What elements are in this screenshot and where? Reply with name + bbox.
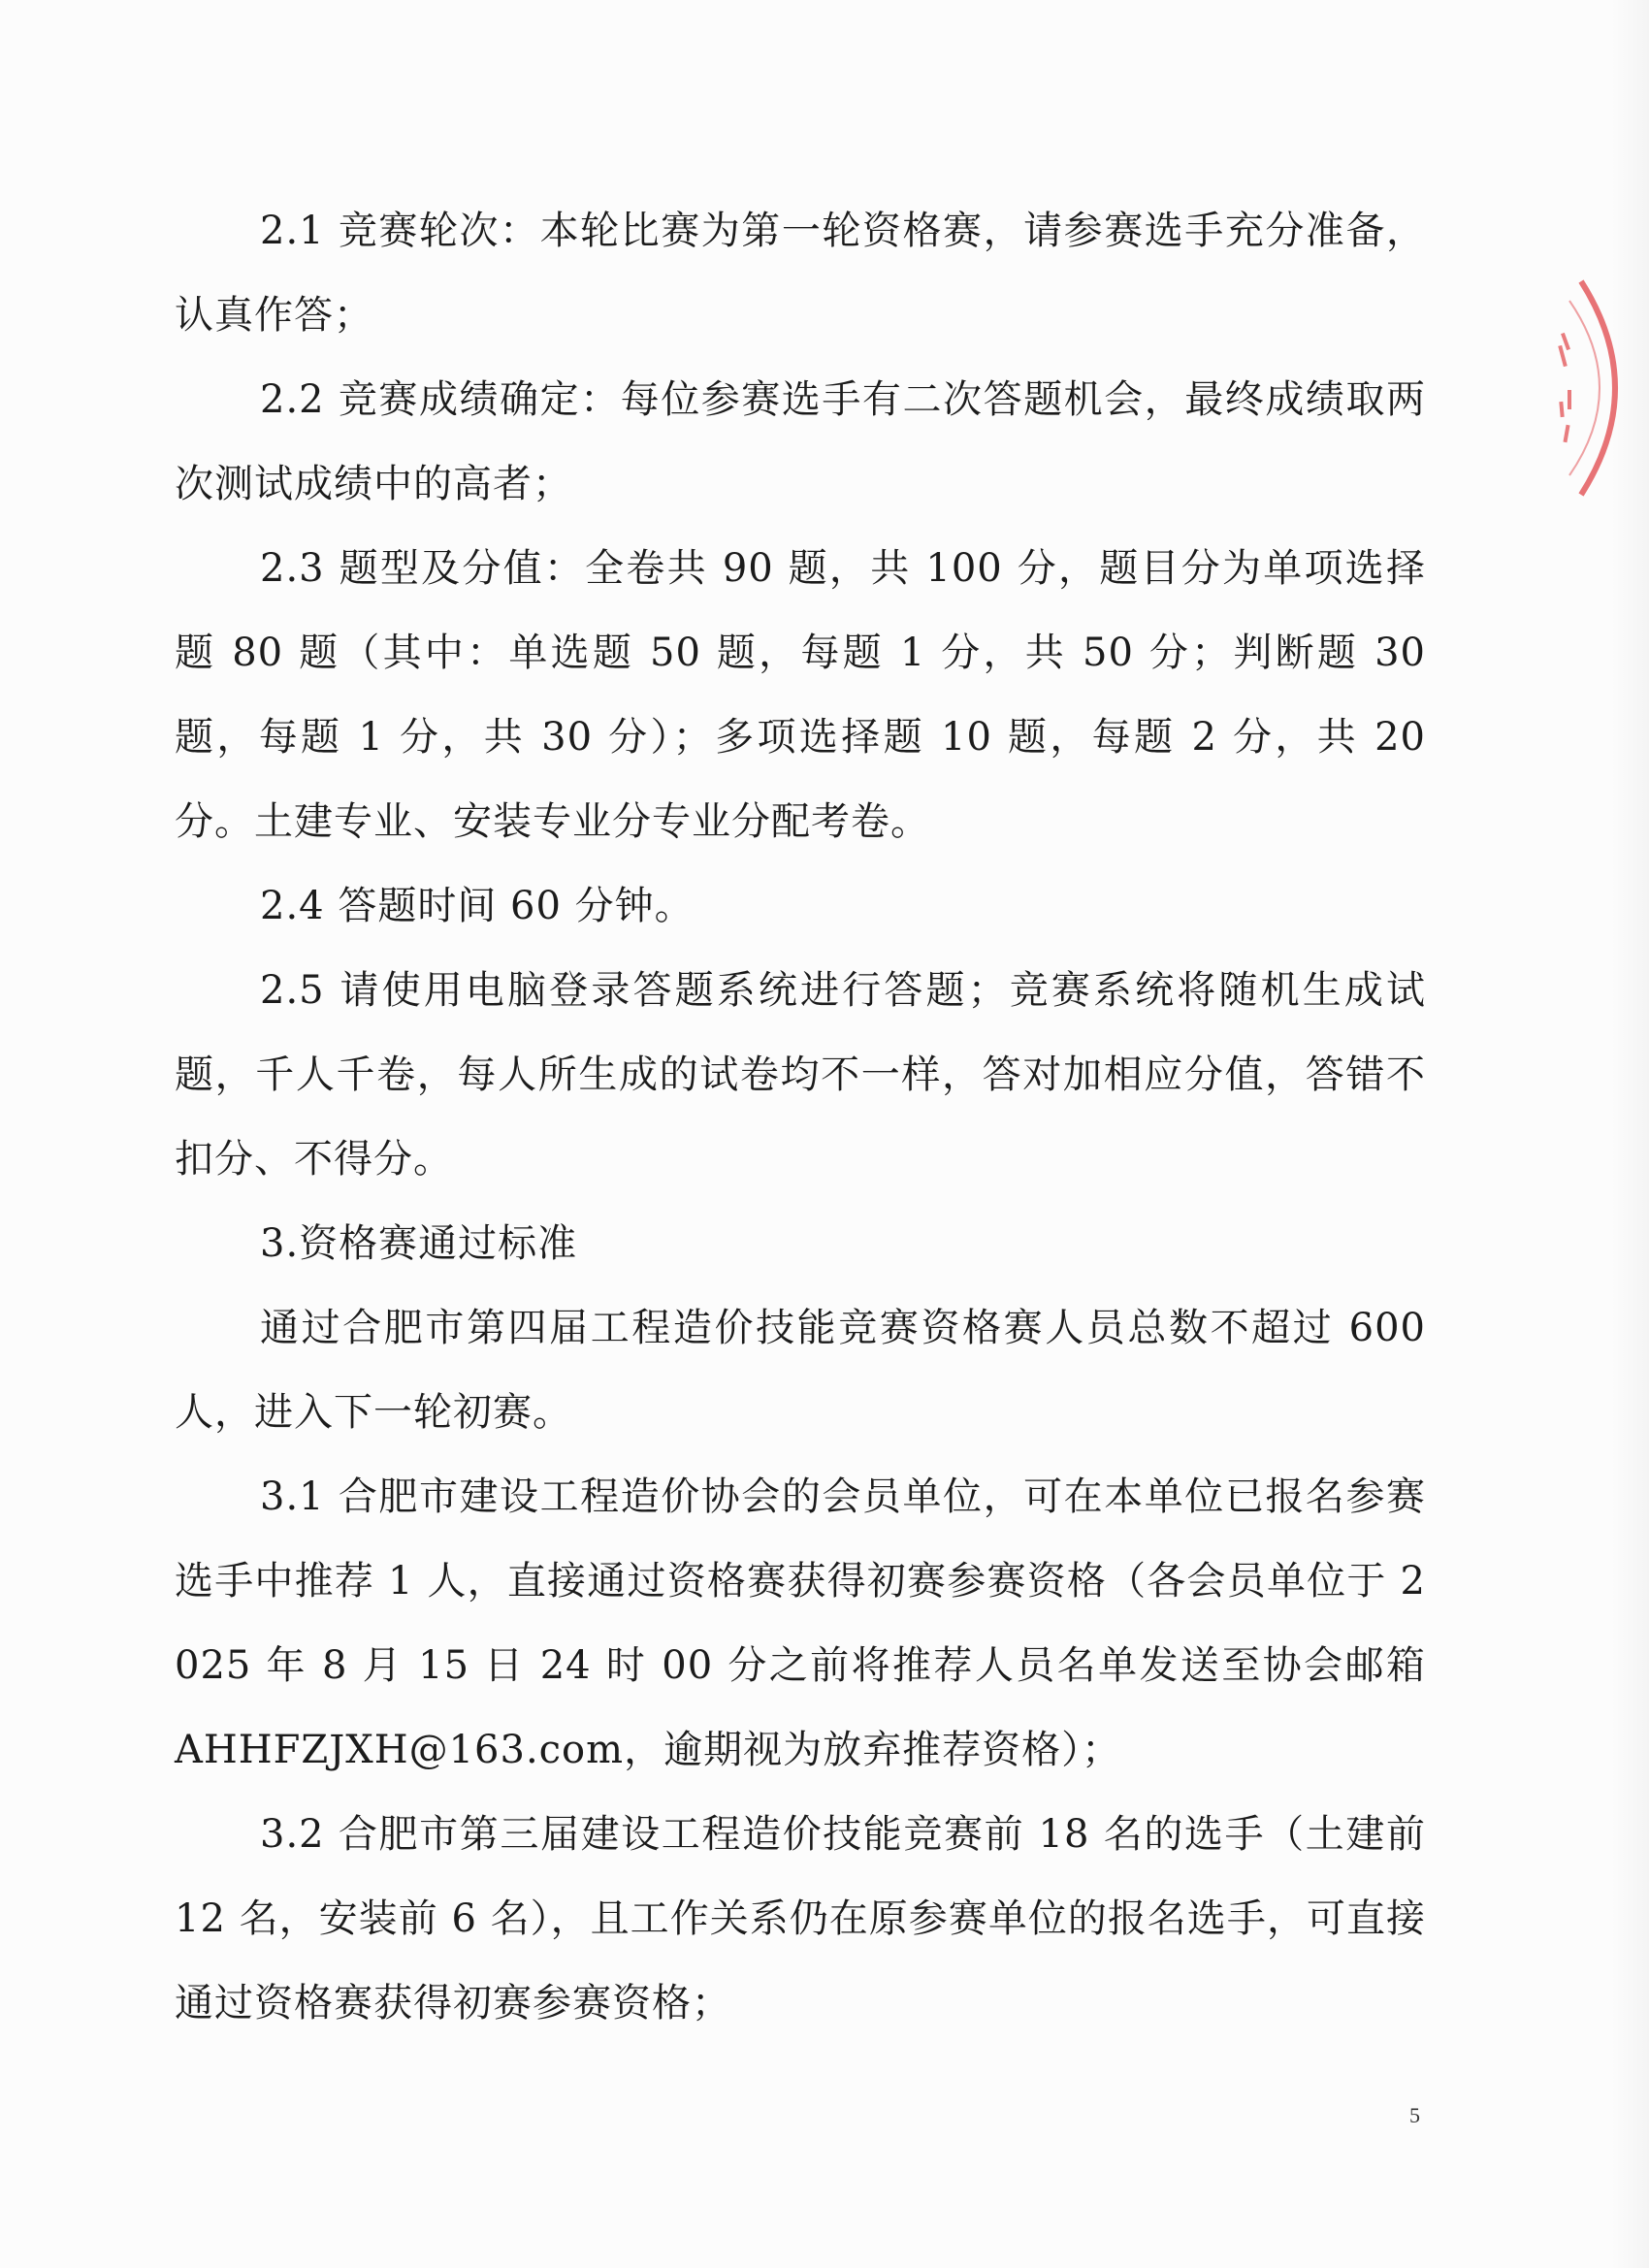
paragraph-3-intro: 通过合肥市第四届工程造价技能竞赛资格赛人员总数不超过 600 人，进入下一轮初赛。 (175, 1306, 1426, 1435)
document-body (175, 189, 1426, 2046)
section-heading-3: 3.资格赛通过标准 (260, 1221, 578, 1266)
paragraph-3-2: 3.2 合肥市第三届建设工程造价技能竞赛前 18 名的选手（土建前 12 名，安装前 6 名），且工作关系仍在原参赛单位的报名选手，可直接通过资格赛获得初赛参赛资格； (175, 1812, 1426, 2025)
scan-edge-shade (1610, 0, 1649, 2268)
paragraph-2-3: 2.3 题型及分值：全卷共 90 题，共 100 分，题目分为单项选择题 80 题（其中：单选题 50 题，每题 1 分，共 50 分；判断题 30 题，每题 1 分，共 30 分）；多项选择题 10 题，每题 2 分，共 20 分。土建专业、安装专业分专业分配考卷。 (175, 546, 1426, 844)
paragraph-2-2: 2.2 竞赛成绩确定：每位参赛选手有二次答题机会，最终成绩取两次测试成绩中的高者； (175, 377, 1426, 506)
paragraph-2-4: 2.4 答题时间 60 分钟。 (260, 884, 695, 928)
page-number: 5 (1409, 2103, 1420, 2127)
paragraph-2-1: 2.1 竞赛轮次：本轮比赛为第一轮资格赛，请参赛选手充分准备，认真作答； (175, 209, 1426, 338)
paragraph-2-5: 2.5 请使用电脑登录答题系统进行答题；竞赛系统将随机生成试题，千人千卷，每人所生成的试卷均不一样，答对加相应分值，答错不扣分、不得分。 (175, 968, 1426, 1182)
paragraph-3-1: 3.1 合肥市建设工程造价协会的会员单位，可在本单位已报名参赛选手中推荐 1 人，直接通过资格赛获得初赛参赛资格（各会员单位于 2025 年 8 月 15 日 24 时 00 分之前将推荐人员名单发送至协会邮箱 AHHFZJXH@163.com，逾期视为放弃推荐资格）； (175, 1474, 1426, 1772)
